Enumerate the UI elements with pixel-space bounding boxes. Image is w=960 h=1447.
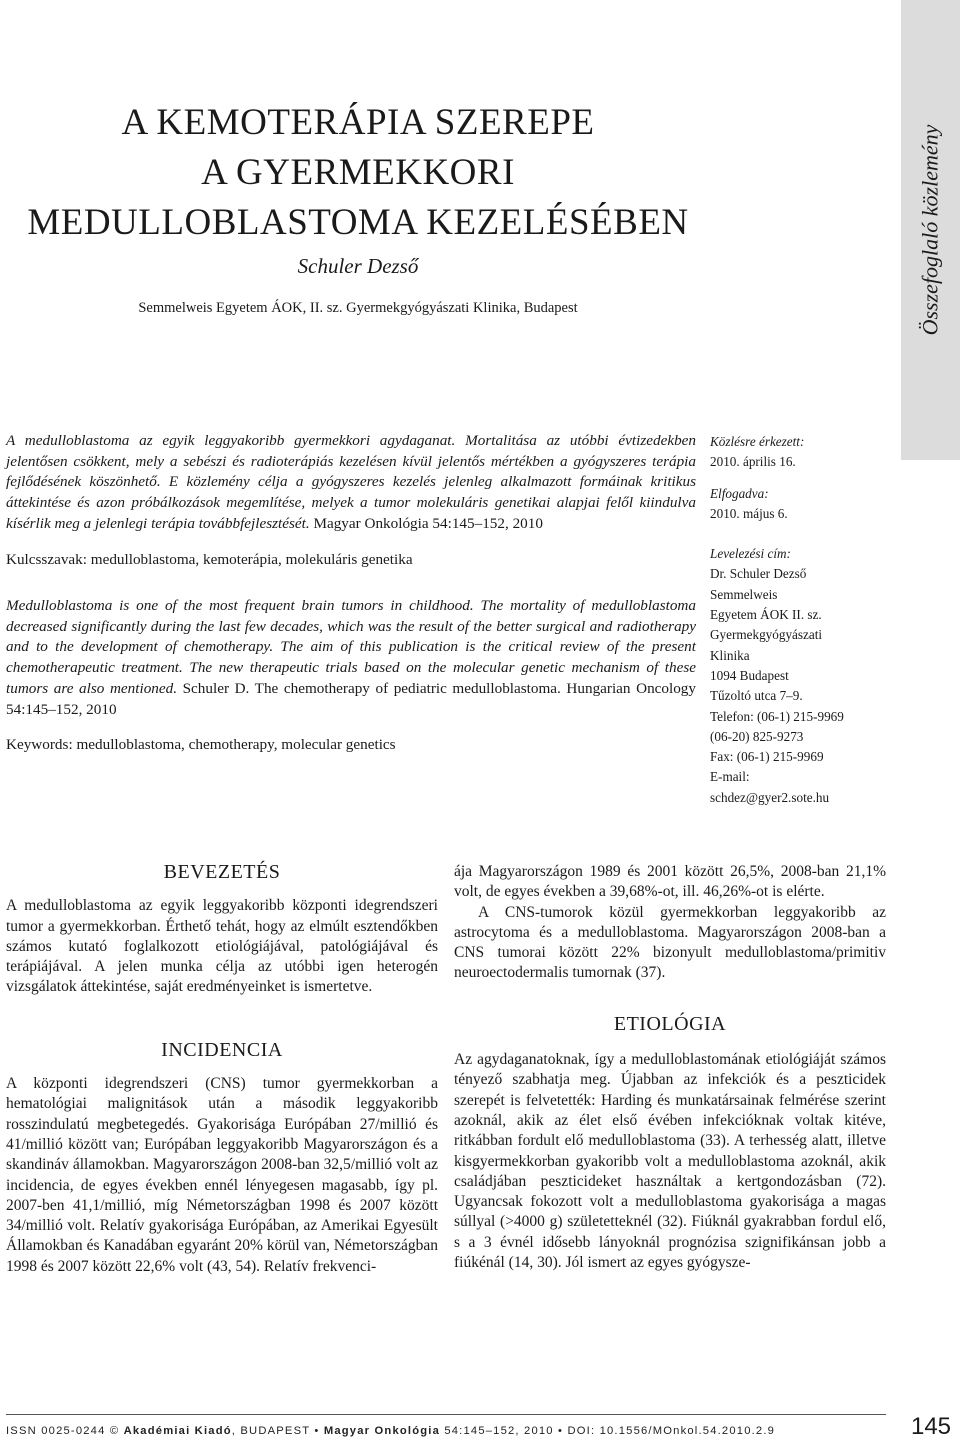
footer-issn: ISSN 0025-0244	[6, 1425, 106, 1437]
address-line: (06-20) 825-9273	[710, 728, 804, 744]
section-heading-incidencia: INCIDENCIA	[161, 1038, 283, 1061]
etiologia-paragraph: Az agydaganatoknak, így a medulloblastomának etiológiáját számos tényező szabhatja meg. Újabban az infekciók és a peszticidek szerepét is felvetették: Harding és munkatársainak felmérése szerint azoknál, akik az élet első évében infekcióknak voltak kitéve, ritkábban fordult elő medulloblastoma (33). A terhesség alatt, illetve kisgyermekkorban gyakoribb volt a medulloblastoma azoknál, akik családjában peszticideket használtak a kertgondozásban (72). Ugyancsak fokozott volt a medulloblastoma gyakorisága a magas súllyal (>4000 g) születetteknél (32). Fiúknál gyakrabban fordul elő, s a 3 évnél idősebb lányoknál prognózisa szignifikánsan jobb a fiúkénál (14, 30). Jól ismert az egyes gyógysze-	[454, 1051, 886, 1272]
title-line: MEDULLOBLASTOMA KEZELÉSÉBEN	[27, 202, 689, 243]
section-heading-bevezetes: BEVEZETÉS	[163, 861, 281, 883]
keywords-english	[6, 736, 696, 754]
accepted-label: Elfogadva:	[710, 485, 769, 501]
address-line: Fax: (06-1) 215-9969	[710, 749, 824, 765]
footer	[6, 1425, 886, 1437]
footer-issue: 54:145–152, 2010	[440, 1425, 554, 1437]
abstract-en-text: Medulloblastoma is one of the most frequent brain tumors in childhood. The mortality of medulloblastoma decreased significantly during the last few decades, which was the result of the better surgical and radiotherapy and to the development of chemotherapy. The aim of this publication is the critical review of the present chemotherapeutic treatment. The new therapeutic trials based on the molecular genetic mechanism of these tumors are also mentioned.	[6, 597, 696, 697]
article-title	[20, 98, 696, 248]
received-label: Közlésre érkezett:	[710, 434, 805, 449]
address-line: Gyermekgyógyászati	[710, 627, 823, 643]
address-line: Telefon: (06-1) 215-9969	[710, 708, 844, 724]
address-line: E-mail:	[710, 769, 750, 785]
author: Schuler Dezső	[297, 254, 419, 278]
footer-city: , BUDAPEST	[231, 1425, 311, 1437]
received-date: 2010. április 16.	[710, 454, 796, 470]
footer-publisher: Akadémiai Kiadó	[123, 1425, 232, 1437]
footer-copyright: ©	[109, 1425, 124, 1437]
address-line: Dr. Schuler Dezső	[710, 566, 807, 582]
keywords-hungarian	[6, 551, 696, 569]
section-heading-etiologia: ETIOLÓGIA	[613, 1012, 727, 1035]
title-line: A GYERMEKKORI	[201, 152, 515, 193]
title-line: A KEMOTERÁPIA SZEREPE	[121, 102, 595, 143]
left-column	[6, 862, 438, 1277]
page-number: 145	[910, 1413, 952, 1440]
footer-journal: Magyar Onkológia	[323, 1425, 441, 1437]
address-line: Klinika	[710, 647, 750, 663]
address-label: Levelezési cím:	[710, 546, 791, 562]
affiliation: Semmelweis Egyetem ÁOK, II. sz. Gyermekgyógyászati Klinika, Budapest	[138, 300, 578, 316]
keywords-en-text: : medulloblastoma, chemotherapy, molecular genetics	[68, 736, 396, 753]
article-info-sidebar	[710, 432, 895, 808]
address-line: Semmelweis	[710, 586, 778, 602]
bevezetes-paragraph: A medulloblastoma az egyik leggyakoribb központi idegrendszeri tumor a gyermekkorban. Érthető tehát, hogy az elmúlt esztendőkben számos kutató foglalkozott etiológiájával, patológiájával és terápiájával. A jelen munka célja az utóbbi igen heterogén vizsgálatok áttekintése, saját eredményeinket is ismertetve.	[6, 897, 438, 996]
incidencia-continued-paragraph: ája Magyarországon 1989 és 2001 között 26,5%, 2008-ban 21,1% volt, de egyes években a 39,68%-ot, ill. 46,26%-ot is elérte.	[454, 863, 886, 901]
abstract-hu-text: A medulloblastoma az egyik leggyakoribb gyermekkori agydaganat. Mortalitása az utóbbi évtizedekben jelentősen csökkent, mely a sebészi és radioterápiás kezelésen kívül jelentős mértékben a gyógyszeres terápia fejlődésének köszönhető. E közlemény célja a gyógyszeres kezelés jelenleg alkalmazott formáinak kritikus áttekintése és azon próbálkozások megemlítése, melyek a tumor molekuláris genetikai alapjai felől kiindulva kísérlik meg a jelenlegi terápia továbbfejlesztését.	[6, 432, 696, 532]
email-address: schdez@gyer2.sote.hu	[710, 789, 830, 805]
right-column	[454, 862, 886, 1273]
keywords-hu-label: Kulcsszavak	[6, 551, 83, 568]
address-line: Tűzoltó utca 7–9.	[710, 688, 803, 704]
article-type-label: Összefoglaló közlemény	[917, 124, 943, 336]
incidencia-paragraph: A központi idegrendszeri (CNS) tumor gyermekkorban a hematológiai malignitások után a második leggyakoribb rosszindulatú megbetegedés. Gyakorisága Európában 27/millió és 41/millió között van; Európában leggyakoribb Magyarországon és a skandináv államokban. Magyarországon 2008-ban 32,5/millió volt az incidencia, de egyes években ennél lényegesen magasabb, így pl. 2007-ben 41,1/millió, míg Németországban 1998 és 2007 között 34/millió volt. Relatív gyakorisága Európában, az Amerikai Egyesült Államokban és Kanadában egyaránt 20% körül van, Németországban 1998 és 2007 között 22,6% volt (43, 54). Relatív frekvenci-	[6, 1075, 438, 1275]
article-type-sidebar	[901, 0, 960, 460]
keywords-en-label: Keywords	[6, 736, 69, 753]
incidencia-paragraph-2: A CNS-tumorok közül gyermekkorban leggyakoribb az astrocytoma és a medulloblastoma. Magyarországon 2008-ban a CNS tumorai között 22% bizonyult medulloblastoma/primitiv neuroectodermalis tumornak (37).	[454, 903, 886, 982]
footer-doi: DOI: 10.1556/MOnkol.54.2010.2.9	[567, 1425, 776, 1437]
footer-bullet: •	[553, 1425, 568, 1437]
abstract-hungarian	[6, 431, 696, 535]
abstract-en-citation: Schuler D. The chemotherapy of pediatric medulloblastoma. Hungarian Oncology 54:145–152, 2010	[6, 679, 696, 718]
abstract-hu-citation: Magyar Onkológia 54:145–152, 2010	[313, 514, 543, 532]
address-line: 1094 Budapest	[710, 667, 789, 683]
footer-bullet: •	[310, 1425, 324, 1437]
abstract-english	[6, 596, 696, 720]
footer-divider	[6, 1414, 886, 1415]
address-line: Egyetem ÁOK II. sz.	[710, 607, 822, 623]
keywords-hu-text: : medulloblastoma, kemoterápia, molekuláris genetika	[82, 551, 413, 568]
accepted-date: 2010. május 6.	[710, 505, 788, 521]
